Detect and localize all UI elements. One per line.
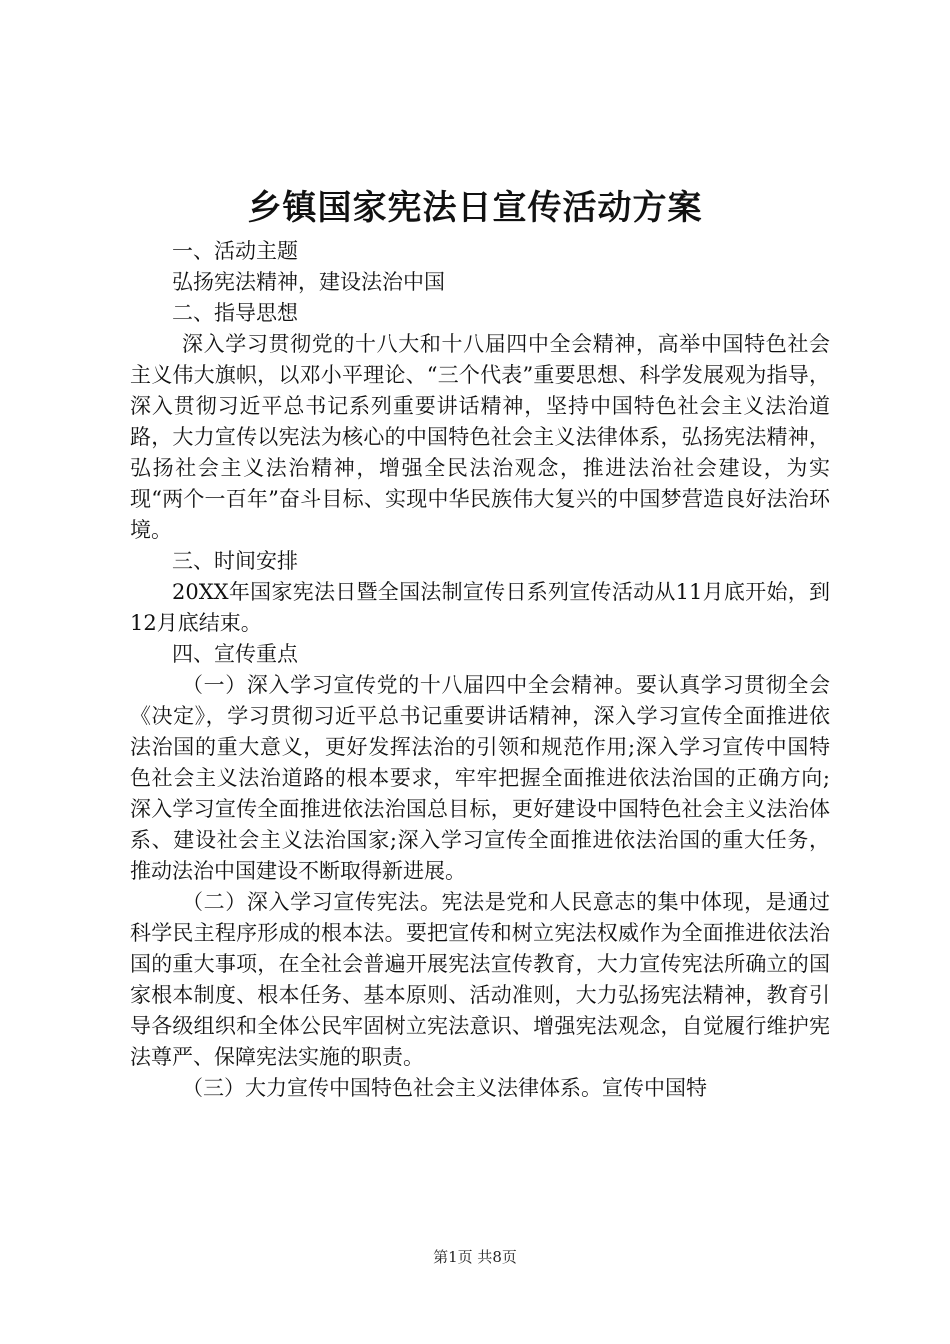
- paragraph: 深入学习贯彻党的十八大和十八届四中全会精神，高举中国特色社会主义伟大旗帜，以邓小平理论、“三个代表”重要思想、科学发展观为指导，深入贯彻习近平总书记系列重要讲话精神，坚持中国特色社会主义法治道路，大力宣传以宪法为核心的中国特色社会主义法律体系，弘扬宪法精神，弘扬社会主义法治精神，增强全民法治观念，推进法治社会建设，为实现“两个一百年”奋斗目标、实现中华民族伟大复兴的中国梦营造良好法治环境。: [130, 332, 830, 542]
- section-heading: 二、指导思想: [172, 301, 298, 325]
- document-title: 乡镇国家宪法日宣传活动方案: [247, 188, 703, 228]
- section-heading: 弘扬宪法精神，建设法治中国: [172, 270, 445, 294]
- paragraph: （三）大力宣传中国特色社会主义法律体系。宣传中国特: [182, 1076, 707, 1100]
- section-heading: 三、时间安排: [172, 549, 298, 573]
- section-heading: 四、宣传重点: [172, 642, 298, 666]
- paragraph: （二）深入学习宣传宪法。宪法是党和人民意志的集中体现，是通过科学民主程序形成的根本法。要把宣传和树立宪法权威作为全面推进依法治国的重大事项，在全社会普遍开展宪法宣传教育，大力宣传宪法所确立的国家根本制度、根本任务、基本原则、活动准则，大力弘扬宪法精神，教育引导各级组织和全体公民牢固树立宪法意识、增强宪法观念，自觉履行维护宪法尊严、保障宪法实施的职责。: [130, 890, 830, 1069]
- section-heading: 一、活动主题: [172, 239, 298, 263]
- paragraph: 20XX年国家宪法日暨全国法制宣传日系列宣传活动从11月底开始，到12月底结束。: [130, 580, 830, 635]
- document-body: [130, 236, 830, 1104]
- paragraph: （一）深入学习宣传党的十八届四中全会精神。要认真学习贯彻全会《决定》，学习贯彻习近平总书记重要讲话精神，深入学习宣传全面推进依法治国的重大意义，更好发挥法治的引领和规范作用;深入学习宣传中国特色社会主义法治道路的根本要求，牢牢把握全面推进依法治国的正确方向;深入学习宣传全面推进依法治国总目标，更好建设中国特色社会主义法治体系、建设社会主义法治国家;深入学习宣传全面推进依法治国的重大任务，推动法治中国建设不断取得新进展。: [130, 673, 830, 883]
- page-footer: 第1页 共8页: [433, 1248, 517, 1266]
